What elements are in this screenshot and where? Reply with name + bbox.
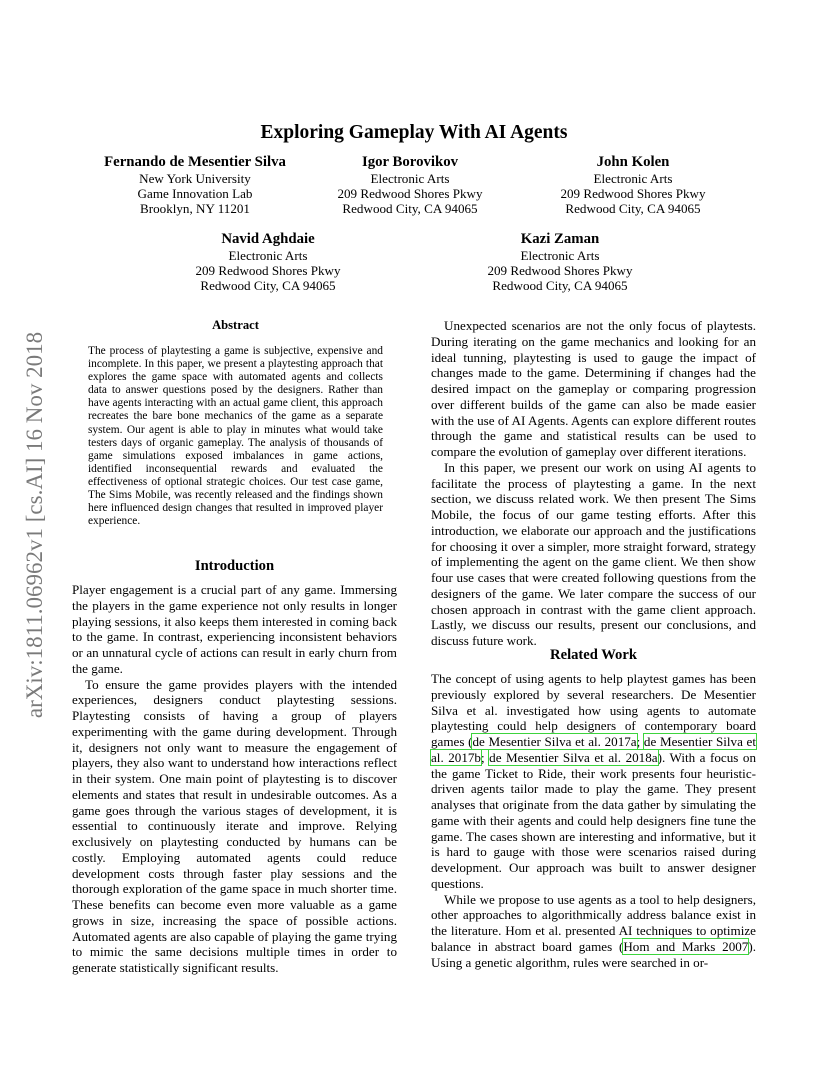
citation-link[interactable]: Hom and Marks 2007 [623,938,749,954]
paper-title: Exploring Gameplay With AI Agents [260,122,568,143]
author-name: Navid Aghdaie [221,231,315,247]
abstract-heading: Abstract [212,318,259,332]
author-affiliation: Redwood City, CA 94065 [492,278,628,294]
author-affiliation: Redwood City, CA 94065 [565,201,701,217]
author-affiliation: Electronic Arts [593,171,673,186]
author-affiliation: Brooklyn, NY 11201 [140,201,250,217]
text-run: ; [636,734,644,749]
abstract-text: The process of playtesting a game is subjective, expensive and incomplete. In this paper, we present a playtesting approach that explores the game space with automated agents and collects data to answer questions posed by the designers. Rather than have agents interacting with an actual game client, this approach recreates the bare bone mechanics of the game as a separate system. Our agent is able to play in minutes what would take testers days of organic gameplay. The analysis of thousands of game simulations exposed imbalances in game actions, identified inconsequential rewards and evaluated the effectiveness of optional strategic choices. Our test case game, The Sims Mobile, was recently released and the findings shown here influenced design changes that resulted in improved player experience. [88,345,383,528]
author-affiliation: 209 Redwood Shores Pkwy [337,186,483,202]
author-block-1 [80,154,310,217]
author-block-3 [543,154,723,217]
paragraph: Unexpected scenarios are not the only focus of playtests. During iterating on the game mechanics and looking for an ideal tunning, playtesting is used to gauge the impact of changes made to the game. Determining if changes had the desired impact on the gameplay or comparing progression over different builds of the game can also be made easier with the use of AI Agents. Agents can explore different routes through the game and statistical results can be used to compare the evolution of gameplay over different iterations. [431,318,756,459]
paragraph: In this paper, we present our work on using AI agents to facilitate the process of playtesting a game. In the next section, we discuss related work. We then present The Sims Mobile, the focus of our game testing efforts. After this introduction, we elaborate our approach and the justifications for choosing it over a simpler, more straight forward, strategy of implementing the agent on the game client. We then show four use cases that were created following questions from the designers of the game. We later compare the success of our chosen approach in contrast with the game client approach. Lastly, we discuss our results, present our conclusions, and discuss future work. [431,459,756,648]
citation-link[interactable]: de Mesentier Silva et al. 2017a [472,734,637,749]
text-run: ). With a focus on the game Ticket to Ride, their work presents four heuristic-driven agents tailor made to play the game. They present analyses that originate from the data gather by simulating the game with their agents and could help designers fine tune the game. The cases shown are interesting and informative, but it is hard to gauge with those were scenarios raised during development. Our approach was built to answer designer questions. [431,749,756,891]
author-name: Kazi Zaman [520,231,600,247]
text-run: While we propose to use agents as a tool to help designers, other approaches to algorithmically address balance exist in the literature. Hom et al. presented AI techniques to optimize balance in abstract board games ( [431,891,756,954]
author-block-2 [320,154,500,217]
author-affiliation: Electronic Arts [520,248,600,263]
author-name: John Kolen [596,154,670,170]
introduction-body [72,582,397,976]
author-block-5 [470,231,650,294]
text-run: ). Using a genetic algorithm, rules were searched in or- [431,938,756,970]
author-affiliation: 209 Redwood Shores Pkwy [195,263,341,279]
author-affiliation: 209 Redwood Shores Pkwy [487,263,633,279]
author-affiliation: Game Innovation Lab [137,186,253,202]
citation-link[interactable]: de Mesentier Silva et al. 2018a [489,749,658,765]
arxiv-identifier [20,290,50,760]
author-affiliation: Electronic Arts [228,248,308,263]
paragraph: To ensure the game provides players with the intended experiences, designers conduct playtesting sessions. Playtesting consists of having a group of players experimenting with the game during development. Through it, designers not only want to measure the engagement of players, they also want to understand how interactions reflect in their system. One main point of playtesting is to discover elements and states that result in undesirable outcomes. As a game goes through the various stages of development, it is essential to continuously iterate and improve. Relying exclusively on playtesting conducted by humans can be costly. Employing automated agents could reduce development costs through faster play sessions and the thorough exploration of the game space in much shorter time. These benefits can become even more valuable as a game grows in size, increasing the space of possible actions. Automated agents are also capable of playing the game trying to mimic the same decisions multiple times in order to generate statistically significant results. [72,676,397,975]
citation-link[interactable]: de Mesentier Silva et al. 2017b [431,734,756,765]
abstract-body [88,345,383,528]
right-column-body [431,318,756,649]
paragraph [431,892,756,971]
text-run: ; [480,749,490,765]
related-work-body [431,671,756,970]
arxiv-identifier-text: arXiv:1811.06962v1 [cs.AI] 16 Nov 2018 [22,331,47,719]
introduction-heading: Introduction [194,558,275,574]
paragraph [431,671,756,892]
paragraph: Player engagement is a crucial part of any game. Immersing the players in the game experience not only results in longer playing sessions, it also keeps them interested in coming back to the game. In contrast, experiencing inconsistent behaviors or an unnatural cycle of actions can result in early churn from the game. [72,582,397,676]
author-affiliation: Redwood City, CA 94065 [200,278,336,294]
related-work-heading: Related Work [550,647,637,663]
author-name: Igor Borovikov [361,154,459,170]
text-run: The concept of using agents to help playtest games has been previously explored by several researchers. De Mesentier Silva et al. investigated how using agents to automate playtesting could help designers of contemporary board games ( [431,671,756,749]
author-name: Fernando de Mesentier Silva [104,154,286,170]
author-affiliation: Electronic Arts [370,171,450,186]
author-affiliation: Redwood City, CA 94065 [342,201,478,217]
author-block-4 [178,231,358,294]
author-affiliation: 209 Redwood Shores Pkwy [560,186,706,202]
author-affiliation: New York University [139,171,251,186]
